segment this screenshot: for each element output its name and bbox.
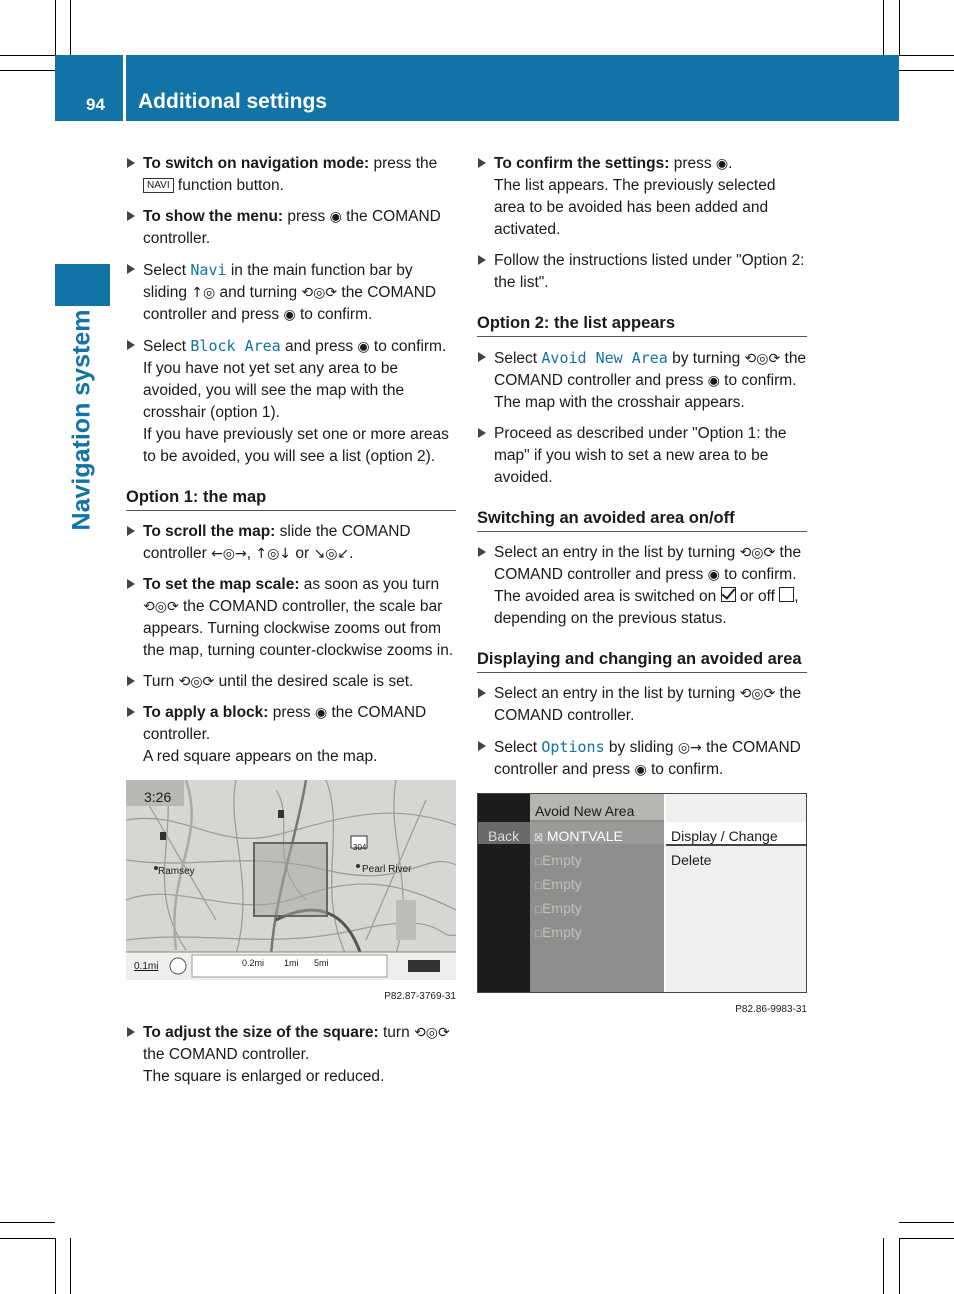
menu-title: Avoid New Area: [535, 803, 635, 819]
controller-slide-lr-icon: ←◎→: [211, 546, 247, 562]
map-screenshot: [126, 780, 456, 980]
chapter-label: Navigation system: [67, 309, 96, 531]
checkbox-empty-icon: [779, 587, 794, 602]
checkbox-icon: ☐: [534, 881, 543, 891]
header-divider: [123, 55, 126, 121]
controller-turn-icon: ⟲◎⟳: [744, 351, 781, 367]
list-item: Select an entry in the list by turning ⟲◎⟳ the COMAND controller.: [477, 683, 807, 727]
controller-press-icon: ◉: [283, 307, 296, 323]
map-city-label: Pearl River: [362, 864, 412, 875]
checkbox-checked-icon: [721, 587, 736, 602]
section-title: Additional settings: [138, 90, 327, 113]
option1-heading: Option 1: the map: [126, 486, 456, 511]
list-item: Select Options by sliding ◎→ the COMAND controller and press ◉ to confirm.: [477, 736, 807, 781]
map-scale-label: 1mi: [284, 958, 299, 968]
side-tab: [55, 264, 110, 306]
map-scale-label: 5mi: [314, 958, 329, 968]
list-item: To adjust the size of the square: turn ⟲◎⟳ the COMAND controller. The square is enlarged or reduced.: [126, 1022, 456, 1088]
controller-press-icon: ◉: [707, 567, 720, 583]
controller-turn-icon: ⟲◎⟳: [178, 674, 215, 690]
navi-key-icon: NAVI: [143, 178, 174, 193]
display-heading: Displaying and changing an avoided area: [477, 648, 807, 673]
option-display-change[interactable]: Display / Change: [671, 828, 778, 844]
controller-press-icon: ◉: [314, 705, 328, 721]
list-item: To show the menu: press ◉ the COMAND controller.: [126, 206, 456, 250]
menu-entry[interactable]: ☒ MONTVALE: [534, 828, 623, 844]
controller-turn-icon: ⟲◎⟳: [739, 686, 776, 702]
controller-slide-diag-icon: ↘◎↙: [313, 546, 350, 562]
controller-slide-up-icon: ↑◎: [191, 285, 216, 301]
list-item: Select Block Area and press ◉ to confirm. If you have not yet set any area to be avoided, you will see the map with the crosshair (option 1). If you have previously set one or more areas to be avoided, you will see a list (option 2).: [126, 335, 456, 468]
controller-press-icon: ◉: [357, 339, 370, 355]
map-city-label: Ramsey: [158, 866, 195, 877]
list-item: Follow the instructions listed under "Option 2: the list".: [477, 250, 807, 294]
option-delete[interactable]: Delete: [671, 852, 712, 868]
controller-turn-icon: ⟲◎⟳: [414, 1025, 450, 1041]
left-column: [126, 153, 456, 1097]
menu-entry[interactable]: ☐Empty: [534, 876, 582, 892]
controller-press-icon: ◉: [329, 209, 342, 225]
list-item: Proceed as described under "Option 1: the map" if you wish to set a new area to be avoided.: [477, 423, 807, 489]
map-time: 3:26: [144, 789, 172, 805]
controller-turn-icon: ⟲◎⟳: [301, 285, 338, 301]
list-item: To confirm the settings: press ◉. The list appears. The previously selected area to be avoided has been added and activated.: [477, 153, 807, 241]
page-number: 94: [86, 95, 105, 114]
menu-entry[interactable]: ☐Empty: [534, 900, 582, 916]
option2-heading: Option 2: the list appears: [477, 312, 807, 337]
checkbox-icon: ☐: [534, 857, 543, 867]
controller-press-icon: ◉: [715, 156, 729, 172]
list-item: To switch on navigation mode: press the NAVI function button.: [126, 153, 456, 197]
controller-turn-icon: ⟲◎⟳: [739, 545, 776, 561]
controller-slide-ud-icon: ↑◎↓: [255, 546, 292, 562]
menu-screenshot: [477, 793, 807, 993]
back-button[interactable]: Back: [488, 828, 520, 844]
list-item: To apply a block: press ◉ the COMAND controller. A red square appears on the map.: [126, 702, 456, 768]
map-scale-label: 0.2mi: [242, 958, 265, 968]
list-item: To set the map scale: as soon as you turn ⟲◎⟳ the COMAND controller, the scale bar appears. Turning clockwise zooms out from the map, turning counter-clockwise zooms in.: [126, 574, 456, 662]
controller-press-icon: ◉: [634, 762, 647, 778]
controller-press-icon: ◉: [707, 373, 720, 389]
list-item: Select Navi in the main function bar by sliding ↑◎ and turning ⟲◎⟳ the COMAND controller and press ◉ to confirm.: [126, 259, 456, 326]
controller-slide-right-icon: ◎→: [677, 740, 702, 756]
list-item: Select an entry in the list by turning ⟲◎⟳ the COMAND controller and press ◉ to confirm. The avoided area is switched on or off , depending on the previous status.: [477, 542, 807, 630]
map-scale-left: 0.1mi: [134, 961, 159, 972]
right-column: [477, 153, 807, 1021]
map-route-label: 304: [353, 843, 367, 852]
figure-caption: P82.87-3769-31: [384, 991, 456, 1002]
figure-caption: P82.86-9983-31: [735, 1004, 807, 1015]
checkbox-icon: ☐: [534, 905, 543, 915]
menu-entry[interactable]: ☐Empty: [534, 852, 582, 868]
list-item: Select Avoid New Area by turning ⟲◎⟳ the COMAND controller and press ◉ to confirm. The map with the crosshair appears.: [477, 347, 807, 414]
checkbox-icon: ☒: [534, 833, 543, 844]
controller-turn-icon: ⟲◎⟳: [143, 599, 179, 615]
switch-heading: Switching an avoided area on/off: [477, 507, 807, 532]
list-item: To scroll the map: slide the COMAND controller ←◎→, ↑◎↓ or ↘◎↙.: [126, 521, 456, 565]
menu-entry[interactable]: ☐Empty: [534, 924, 582, 940]
checkbox-icon: ☐: [534, 929, 543, 939]
list-item: Turn ⟲◎⟳ until the desired scale is set.: [126, 671, 456, 693]
